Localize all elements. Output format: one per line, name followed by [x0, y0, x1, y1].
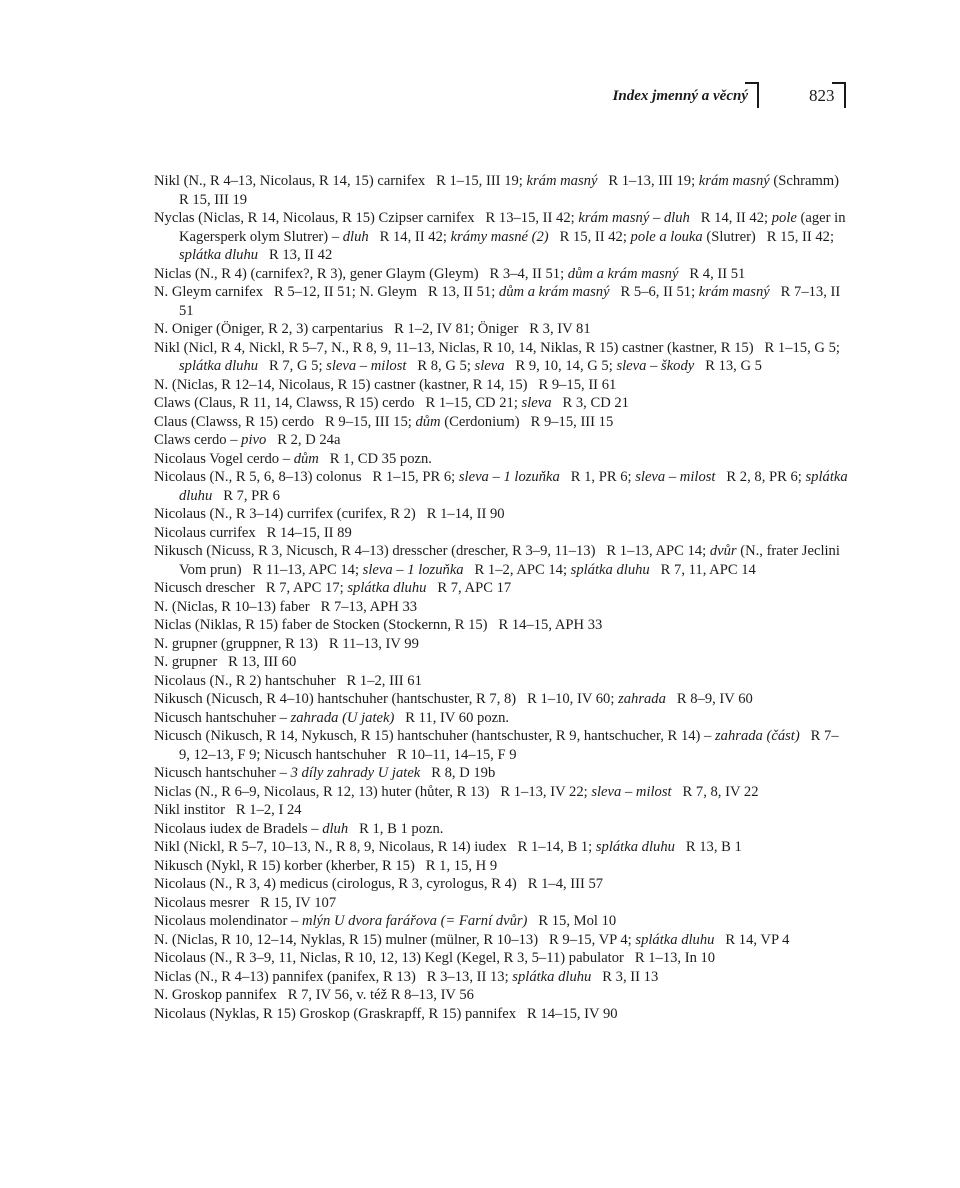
- index-entry-list: [154, 172, 852, 1023]
- entry-text: N. grupner R 13, III 60: [154, 654, 297, 670]
- entry-text: Claws cerdo –: [154, 432, 242, 448]
- entry-subject-term: sleva: [474, 358, 505, 374]
- entry-subject-term: pole a louka: [630, 228, 703, 245]
- index-entry: [154, 1005, 848, 1024]
- entry-text: R 1, CD 35 pozn.: [318, 450, 432, 467]
- entry-text: Nikl (Nickl, R 5–7, 10–13, N., R 8, 9, Nicolaus, R 14) iudex R 1–14, B 1;: [154, 839, 596, 855]
- entry-subject-term: splátka dluhu: [512, 968, 592, 985]
- entry-subject-term: dům: [415, 413, 441, 430]
- index-entry: [154, 616, 848, 635]
- index-entry: [154, 653, 848, 672]
- index-entry: [154, 376, 848, 395]
- entry-subject-term: pole: [771, 210, 797, 226]
- entry-subject-term: krám masný: [526, 173, 598, 189]
- entry-subject-term: sleva – milost: [591, 783, 672, 800]
- entry-text: R 8, G 5;: [406, 358, 475, 374]
- running-header: [0, 80, 960, 110]
- index-entry: [154, 764, 848, 783]
- entry-text: Nicusch hantschuher –: [154, 709, 291, 726]
- index-entry: [154, 283, 848, 320]
- entry-text: R 2, 8, PR 6;: [715, 469, 806, 485]
- entry-subject-term: dvůr: [709, 543, 737, 559]
- index-entry: [154, 209, 848, 265]
- index-entry: [154, 598, 848, 617]
- index-entry: [154, 894, 848, 913]
- entry-text: R 15, Mol 10: [527, 913, 617, 929]
- index-entry: [154, 450, 848, 469]
- index-entry: [154, 394, 848, 413]
- index-entry: [154, 727, 848, 764]
- entry-text: Nicolaus mesrer R 15, IV 107: [154, 894, 337, 911]
- entry-text: R 14, II 42;: [368, 228, 451, 245]
- entry-text: Nicolaus (N., R 2) hantschuher R 1–2, III 61: [154, 672, 422, 689]
- entry-text: Nicolaus iudex de Bradels –: [154, 820, 323, 837]
- index-entry: [154, 339, 848, 376]
- entry-text: Niclas (N., R 6–9, Nicolaus, R 12, 13) huter (hůter, R 13) R 1–13, IV 22;: [154, 783, 592, 800]
- index-entry: [154, 857, 848, 876]
- entry-text: R 1–2, APC 14;: [463, 561, 571, 578]
- entry-text: (N., frater Jeclini Vom prun) R 11–13, APC 14;: [179, 543, 844, 578]
- entry-text: N. (Niclas, R 10–13) faber R 7–13, APH 33: [154, 598, 418, 615]
- index-entry: [154, 949, 848, 968]
- entry-subject-term: splátka dluhu: [347, 580, 427, 596]
- entry-text: R 7, 8, IV 22: [671, 783, 759, 800]
- index-entry: [154, 320, 848, 339]
- entry-subject-term: dluh: [342, 228, 369, 245]
- entry-text: R 3, CD 21: [551, 395, 629, 411]
- index-entry: [154, 413, 848, 432]
- entry-text: Nikusch (Nicusch, R 4–10) hantschuher (hantschuster, R 7, 8) R 1–10, IV 60;: [154, 691, 619, 707]
- page-number: 823: [809, 86, 835, 105]
- entry-subject-term: splátka dluhu: [595, 839, 675, 855]
- index-entry: [154, 542, 848, 579]
- entry-subject-term: dům a krám masný: [498, 284, 610, 300]
- index-entry: [154, 579, 848, 598]
- entry-subject-term: sleva: [521, 395, 552, 411]
- entry-subject-term: dům a krám masný: [567, 265, 679, 282]
- entry-text: R 7–9, 12–13, F 9; Nicusch hantschuher R 10–11, 14–15, F 9: [179, 728, 839, 763]
- entry-text: R 2, D 24a: [266, 432, 341, 448]
- entry-text: Nicolaus (N., R 5, 6, 8–13) colonus R 1–15, PR 6;: [154, 469, 459, 485]
- entry-text: (Cerdonium) R 9–15, III 15: [440, 413, 614, 430]
- entry-text: Nicolaus Vogel cerdo –: [154, 450, 294, 467]
- entry-text: R 7, APC 17: [426, 580, 512, 596]
- entry-text: Nicusch (Nikusch, R 14, Nykusch, R 15) hantschuher (hantschuster, R 9, hantschucher, R 14) –: [154, 728, 715, 744]
- entry-text: R 8–9, IV 60: [665, 691, 753, 707]
- entry-subject-term: sleva – škody: [616, 358, 695, 374]
- entry-text: Claus (Clawss, R 15) cerdo R 9–15, III 15;: [154, 413, 416, 430]
- entry-text: Niclas (N., R 4–13) pannifex (panifex, R 13) R 3–13, II 13;: [154, 968, 513, 985]
- index-entry: [154, 968, 848, 987]
- index-entry: [154, 635, 848, 654]
- entry-text: Nikl institor R 1–2, I 24: [154, 802, 302, 818]
- entry-text: N. (Niclas, R 10, 12–14, Nyklas, R 15) mulner (mülner, R 10–13) R 9–15, VP 4;: [154, 931, 636, 948]
- index-entry: [154, 265, 848, 284]
- index-entry: [154, 931, 848, 950]
- entry-subject-term: zahrada: [618, 691, 666, 707]
- entry-text: Nicolaus currifex R 14–15, II 89: [154, 524, 352, 541]
- index-entry: [154, 912, 848, 931]
- entry-subject-term: splátka dluhu: [570, 561, 650, 578]
- entry-text: N. (Niclas, R 12–14, Nicolaus, R 15) castner (kastner, R 14, 15) R 9–15, II 61: [154, 376, 617, 393]
- entry-text: R 15, II 42;: [548, 228, 631, 245]
- entry-text: Nyclas (Niclas, R 14, Nicolaus, R 15) Czipser carnifex R 13–15, II 42;: [154, 210, 579, 226]
- index-entry: [154, 468, 852, 505]
- entry-text: Nikl (N., R 4–13, Nicolaus, R 14, 15) carnifex R 1–15, III 19;: [154, 173, 527, 189]
- entry-subject-term: dluh: [322, 820, 349, 837]
- entry-text: (Schramm) R 15, III 19: [179, 173, 850, 208]
- index-entry: [154, 172, 848, 209]
- entry-text: N. grupner (gruppner, R 13) R 11–13, IV 99: [154, 635, 419, 652]
- entry-text: N. Oniger (Öniger, R 2, 3) carpentarius R 1–2, IV 81; Öniger R 3, IV 81: [154, 321, 591, 337]
- entry-text: R 7, 11, APC 14: [649, 561, 756, 578]
- entry-text: R 7–13, II 51: [179, 284, 844, 319]
- entry-subject-term: sleva – milost: [326, 358, 407, 374]
- entry-text: Niclas (Niklas, R 15) faber de Stocken (Stockernn, R 15) R 14–15, APH 33: [154, 617, 603, 633]
- entry-text: R 13, B 1: [674, 839, 742, 855]
- entry-text: R 1–13, III 19;: [597, 173, 699, 189]
- entry-text: Nicolaus (N., R 3–14) currifex (curifex, R 2) R 1–14, II 90: [154, 506, 505, 522]
- entry-text: R 9, 10, 14, G 5;: [504, 358, 617, 374]
- entry-subject-term: sleva – 1 lozuňka: [458, 469, 560, 485]
- index-entry: [154, 709, 848, 728]
- entry-text: R 1, PR 6;: [559, 469, 636, 485]
- entry-text: R 3, II 13: [591, 968, 659, 985]
- entry-subject-term: krám masný: [698, 284, 770, 300]
- entry-text: Niclas (N., R 4) (carnifex?, R 3), gener Glaym (Gleym) R 3–4, II 51;: [154, 265, 568, 282]
- index-entry: [154, 801, 848, 820]
- running-title: Index jmenný a věcný: [612, 88, 748, 104]
- index-entry: [154, 820, 848, 839]
- entry-text: R 14, VP 4: [714, 931, 790, 948]
- index-entry: [154, 431, 848, 450]
- entry-text: Nicusch drescher R 7, APC 17;: [154, 580, 348, 596]
- entry-subject-term: pivo: [241, 432, 267, 448]
- entry-subject-term: mlýn U dvora farářova (= Farní dvůr): [301, 913, 528, 929]
- entry-subject-term: krám masný – dluh: [578, 210, 690, 226]
- entry-text: Nikl (Nicl, R 4, Nickl, R 5–7, N., R 8, 9, 11–13, Niclas, R 10, 14, Niklas, R 15) castner (kastner, R 15) R 1–15, G 5;: [154, 339, 844, 356]
- entry-text: R 8, D 19b: [420, 765, 496, 781]
- entry-subject-term: 3 díly zahrady U jatek: [290, 765, 421, 781]
- entry-subject-term: krámy masné (2): [450, 228, 549, 245]
- entry-text: Nicusch hantschuher –: [154, 765, 291, 781]
- index-entry: [154, 505, 848, 524]
- entry-text: R 7, G 5;: [258, 358, 327, 374]
- entry-text: (Slutrer) R 15, II 42;: [702, 228, 838, 245]
- entry-text: R 14, II 42;: [689, 210, 772, 226]
- entry-text: Nikusch (Nicuss, R 3, Nicusch, R 4–13) dresscher (drescher, R 3–9, 11–13) R 1–13, APC 14;: [154, 543, 710, 559]
- entry-text: R 5–6, II 51;: [609, 284, 699, 300]
- entry-text: R 13, G 5: [694, 358, 762, 374]
- index-entry: [154, 783, 848, 802]
- entry-subject-term: sleva – milost: [635, 469, 716, 485]
- entry-text: R 7, PR 6: [212, 487, 280, 504]
- entry-subject-term: krám masný: [698, 173, 770, 189]
- page-number-corner-mark: [832, 82, 846, 108]
- entry-text: R 4, II 51: [678, 265, 746, 282]
- index-entry: [154, 838, 848, 857]
- entry-text: Nikusch (Nykl, R 15) korber (kherber, R 15) R 1, 15, H 9: [154, 857, 498, 874]
- entry-subject-term: zahrada (část): [715, 728, 800, 744]
- entry-text: Nicolaus (N., R 3, 4) medicus (cirologus, R 3, cyrologus, R 4) R 1–4, III 57: [154, 876, 604, 892]
- index-entry: [154, 875, 848, 894]
- entry-text: N. Gleym carnifex R 5–12, II 51; N. Gleym R 13, II 51;: [154, 284, 499, 300]
- index-entry: [154, 986, 848, 1005]
- entry-text: R 1, B 1 pozn.: [348, 820, 444, 837]
- entry-subject-term: splátka dluhu: [179, 358, 259, 374]
- index-entry: [154, 690, 848, 709]
- entry-subject-term: dům: [293, 450, 319, 467]
- entry-subject-term: splátka dluhu: [179, 469, 852, 504]
- entry-subject-term: splátka dluhu: [635, 931, 715, 948]
- entry-text: Nicolaus (Nyklas, R 15) Groskop (Graskrapff, R 15) pannifex R 14–15, IV 90: [154, 1005, 618, 1022]
- index-entry: [154, 672, 848, 691]
- entry-text: N. Groskop pannifex R 7, IV 56, v. též R 8–13, IV 56: [154, 987, 474, 1003]
- entry-text: R 11, IV 60 pozn.: [394, 709, 510, 726]
- entry-text: (ager in Kagersperk olym Slutrer) –: [179, 210, 850, 245]
- entry-subject-term: sleva – 1 lozuňka: [362, 561, 464, 578]
- title-corner-mark: [745, 82, 759, 108]
- entry-text: R 13, II 42: [258, 247, 333, 263]
- entry-subject-term: splátka dluhu: [179, 247, 259, 263]
- entry-text: Nicolaus molendinator –: [154, 913, 302, 929]
- entry-subject-term: zahrada (U jatek): [290, 709, 395, 726]
- entry-text: Nicolaus (N., R 3–9, 11, Niclas, R 10, 12, 13) Kegl (Kegel, R 3, 5–11) pabulator R 1–13, In 10: [154, 950, 716, 966]
- index-entry: [154, 524, 848, 543]
- entry-text: Claws (Claus, R 11, 14, Clawss, R 15) cerdo R 1–15, CD 21;: [154, 395, 522, 411]
